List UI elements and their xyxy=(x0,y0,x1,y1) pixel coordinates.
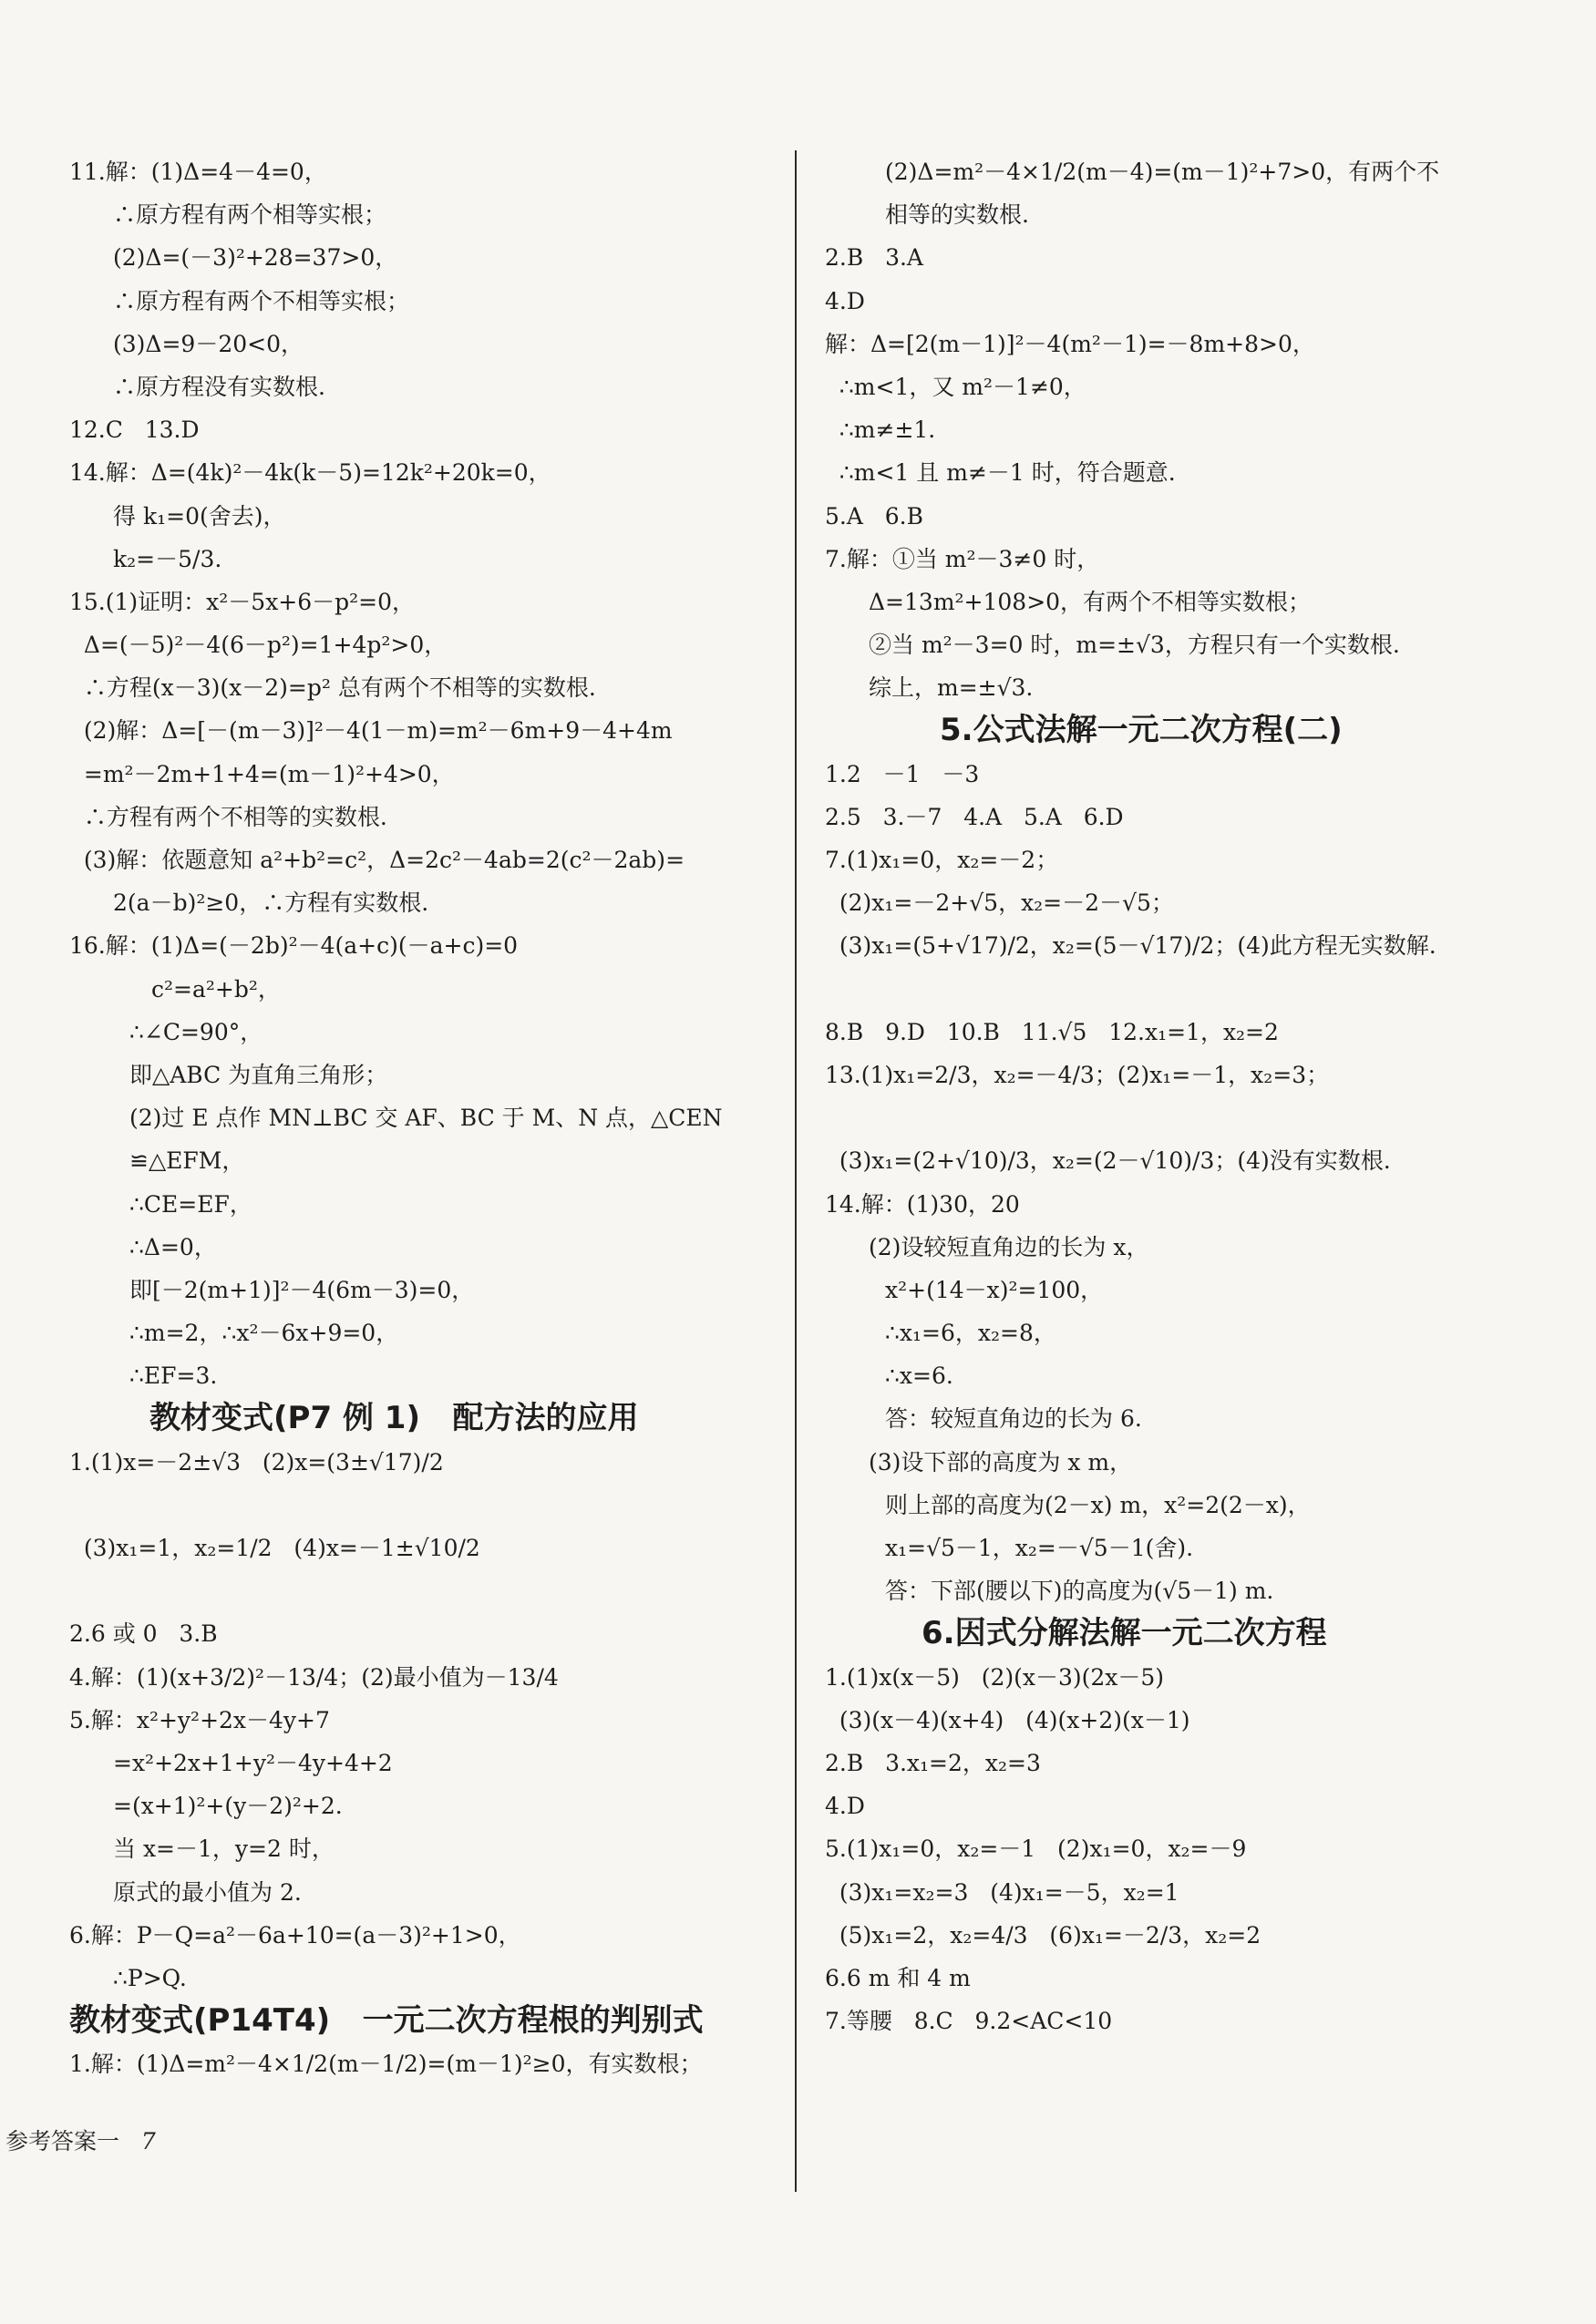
answer-line xyxy=(69,1569,780,1612)
answer-line: Δ=(－5)²－4(6－p²)=1+4p²>0， xyxy=(69,632,448,659)
answer-line: 14.解：(1)30，20 xyxy=(825,1190,1020,1218)
answer-line: (3)(x－4)(x+4) (4)(x+2)(x－1) xyxy=(825,1706,1190,1733)
answer-line: 11.解：(1)Δ=4－4=0， xyxy=(69,159,327,185)
answer-line: =(x+1)²+(y－2)²+2. xyxy=(113,1793,343,1820)
answer-line: 1.(1)x=－2±√3 (2)x=(3±√17)/2 xyxy=(69,1448,444,1476)
answer-line xyxy=(825,1096,1545,1139)
section-heading: 5.公式法解一元二次方程(二) xyxy=(940,712,1343,749)
answer-line: (2)Δ=m²－4×1/2(m－4)=(m－1)²+7>0，有两个不 xyxy=(885,159,1440,185)
answer-line: Δ=13m²+108>0，有两个不相等实数根； xyxy=(869,588,1312,615)
answer-line: ∴Δ=0， xyxy=(129,1233,217,1260)
answer-line: (3)设下部的高度为 x m， xyxy=(869,1448,1133,1476)
answer-line: 2(a－b)²≥0，∴方程有实数根. xyxy=(113,889,429,917)
answer-line: (2)过 E 点作 MN⊥BC 交 AF、BC 于 M、N 点，△CEN xyxy=(129,1105,723,1132)
page-footer xyxy=(5,2123,156,2156)
answer-line: 5.(1)x₁=0，x₂=－1 (2)x₁=0，x₂=－9 xyxy=(825,1836,1247,1863)
answer-line: 4.D xyxy=(825,287,865,314)
answer-line: (3)Δ=9－20<0， xyxy=(113,330,304,357)
answer-line: 即[－2(m+1)]²－4(6m－3)=0， xyxy=(129,1276,475,1303)
answer-line: 1.解：(1)Δ=m²－4×1/2(m－1/2)=(m－1)²≥0，有实数根； xyxy=(69,2051,703,2078)
answer-line: 6.解：P－Q=a²－6a+10=(a－3)²+1>0， xyxy=(69,1921,521,1949)
right-column xyxy=(825,150,1545,2042)
section-heading: 教材变式(P7 例 1) 配方法的应用 xyxy=(149,1400,639,1437)
answer-line: (2)Δ=(－3)²+28=37>0， xyxy=(113,244,398,272)
answer-line: ∴方程有两个不相等的实数根. xyxy=(69,803,387,830)
answer-line: ∴m=2，∴x²－6x+9=0， xyxy=(129,1320,399,1347)
answer-line: =x²+2x+1+y²－4y+4+2 xyxy=(113,1749,393,1776)
section-heading: 6.因式分解法解一元二次方程 xyxy=(922,1615,1327,1652)
left-column xyxy=(69,150,780,2085)
answer-line: ∴原方程有两个不相等实根； xyxy=(113,287,410,314)
answer-line: 相等的实数根. xyxy=(885,201,1029,229)
answer-line: ②当 m²－3=0 时，m=±√3，方程只有一个实数根. xyxy=(869,632,1400,659)
footer-label: 参考答案一 xyxy=(5,2128,120,2154)
answer-line: ∴原方程没有实数根. xyxy=(113,373,325,400)
answer-line: 15.(1)证明：x²－5x+6－p²=0， xyxy=(69,588,416,615)
answer-line: 1.2 －1 －3 xyxy=(825,760,980,787)
answer-line: 原式的最小值为 2. xyxy=(113,1878,302,1906)
answer-line: =m²－2m+1+4=(m－1)²+4>0， xyxy=(69,760,455,787)
column-divider xyxy=(795,150,797,2192)
answer-line: (5)x₁=2，x₂=4/3 (6)x₁=－2/3，x₂=2 xyxy=(825,1921,1261,1949)
answer-line: 12.C 13.D xyxy=(69,416,200,444)
answer-line: 7.(1)x₁=0，x₂=－2； xyxy=(825,847,1059,873)
answer-line: 答：下部(腰以下)的高度为(√5－1) m. xyxy=(885,1578,1274,1605)
answer-line: 8.B 9.D 10.B 11.√5 12.x₁=1，x₂=2 xyxy=(825,1018,1279,1045)
answer-line: 2.5 3.－7 4.A 5.A 6.D xyxy=(825,803,1124,830)
answer-line: (2)设较短直角边的长为 x， xyxy=(869,1233,1149,1260)
answer-line: ∴EF=3. xyxy=(129,1363,218,1390)
answer-line: 即△ABC 为直角三角形； xyxy=(129,1061,388,1088)
answer-line: ∴∠C=90°， xyxy=(129,1018,263,1045)
answer-line: x²+(14－x)²=100， xyxy=(885,1276,1104,1303)
answer-line: 得 k₁=0(舍去)， xyxy=(113,502,286,530)
page-number: 7 xyxy=(140,2128,156,2154)
answer-line: 2.6 或 0 3.B xyxy=(69,1620,218,1648)
answer-line: 4.解：(1)(x+3/2)²－13/4；(2)最小值为－13/4 xyxy=(69,1663,559,1691)
answer-line: 16.解：(1)Δ=(－2b)²－4(a+c)(－a+c)=0 xyxy=(69,932,519,960)
answer-line xyxy=(825,968,1545,1011)
answer-line: ≌△EFM， xyxy=(129,1147,245,1175)
answer-line: ∴方程(x－3)(x－2)=p² 总有两个不相等的实数根. xyxy=(69,674,596,702)
answer-line: 4.D xyxy=(825,1793,865,1820)
answer-line: 5.解：x²+y²+2x－4y+7 xyxy=(69,1706,330,1733)
answer-line: ∴P>Q. xyxy=(113,1964,187,1991)
answer-line: 2.B 3.A xyxy=(825,244,923,272)
answer-line: 2.B 3.x₁=2，x₂=3 xyxy=(825,1749,1041,1776)
answer-line: 6.6 m 和 4 m xyxy=(825,1964,971,1991)
answer-line: ∴m<1 且 m≠－1 时，符合题意. xyxy=(825,459,1176,487)
answer-line: (3)x₁=(5+√17)/2，x₂=(5－√17)/2；(4)此方程无实数解. xyxy=(825,932,1436,960)
answer-line: 13.(1)x₁=2/3，x₂=－4/3；(2)x₁=－1，x₂=3； xyxy=(825,1061,1330,1088)
answer-line: ∴原方程有两个相等实根； xyxy=(113,201,387,229)
answer-line: (2)解：Δ=[－(m－3)]²－4(1－m)=m²－6m+9－4+4m xyxy=(69,717,673,745)
answer-line: 答：较短直角边的长为 6. xyxy=(885,1405,1142,1433)
answer-line: (3)解：依题意知 a²+b²=c²，Δ=2c²－4ab=2(c²－2ab)= xyxy=(69,847,685,873)
answer-line: 1.(1)x(x－5) (2)(x－3)(2x－5) xyxy=(825,1663,1165,1691)
answer-line: 综上，m=±√3. xyxy=(869,674,1034,702)
answer-line: c²=a²+b²， xyxy=(151,975,281,1003)
section-heading: 教材变式(P14T4) 一元二次方程根的判别式 xyxy=(69,2002,704,2040)
answer-line: 7.解：①当 m²－3≠0 时， xyxy=(825,545,1100,572)
answer-line: k₂=－5/3. xyxy=(113,545,222,572)
answer-line: 5.A 6.B xyxy=(825,502,923,530)
answer-line: x₁=√5－1，x₂=－√5－1(舍). xyxy=(885,1535,1194,1561)
answer-line: ∴x₁=6，x₂=8， xyxy=(885,1320,1056,1347)
answer-line: (3)x₁=(2+√10)/3，x₂=(2－√10)/3；(4)没有实数根. xyxy=(825,1147,1391,1175)
answer-line: (2)x₁=－2+√5，x₂=－2－√5； xyxy=(825,889,1174,917)
answer-line xyxy=(69,1484,780,1527)
answer-line: 当 x=－1，y=2 时， xyxy=(113,1836,335,1863)
answer-line: ∴m≠±1. xyxy=(825,416,936,444)
answer-line: ∴CE=EF， xyxy=(129,1190,252,1218)
answer-line: 7.等腰 8.C 9.2<AC<10 xyxy=(825,2008,1113,2035)
answer-line: 则上部的高度为(2－x) m，x²=2(2－x)， xyxy=(885,1491,1311,1518)
answer-line: 14.解：Δ=(4k)²－4k(k－5)=12k²+20k=0， xyxy=(69,459,551,487)
answer-line: ∴m<1，又 m²－1≠0， xyxy=(825,373,1086,400)
answer-line: (3)x₁=x₂=3 (4)x₁=－5，x₂=1 xyxy=(825,1878,1179,1906)
answer-line: 解：Δ=[2(m－1)]²－4(m²－1)=－8m+8>0， xyxy=(825,330,1315,357)
answer-line: (3)x₁=1，x₂=1/2 (4)x=－1±√10/2 xyxy=(69,1535,480,1561)
answer-line: ∴x=6. xyxy=(885,1363,953,1390)
